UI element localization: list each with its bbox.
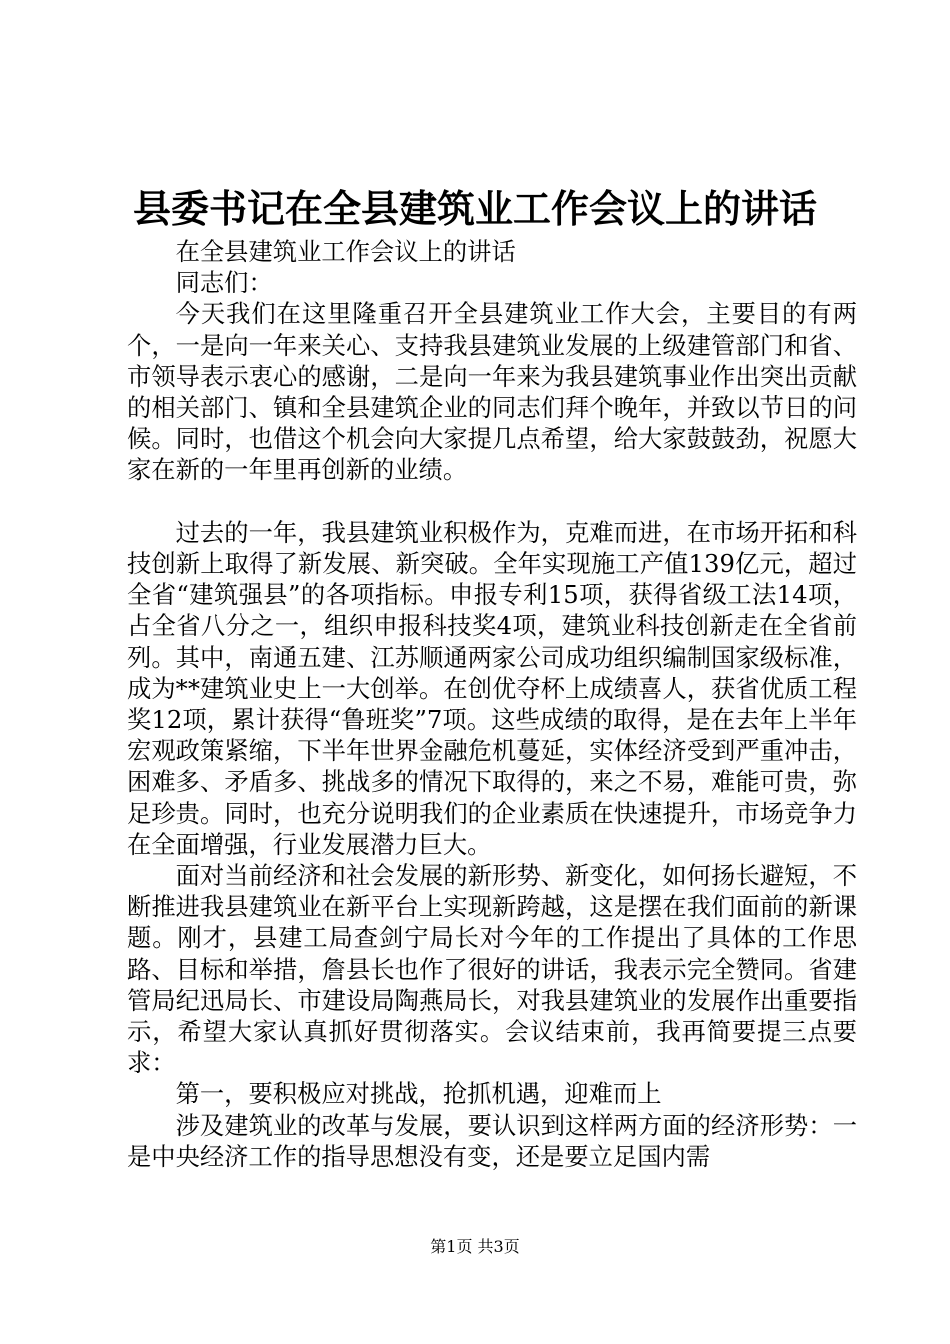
body-paragraph: 涉及建筑业的改革与发展，要认识到这样两方面的经济形势：一是中央经济工作的指导思想没有变，还是要立足国内需 (127, 1110, 857, 1171)
page-footer: 第1页 共3页 (430, 1237, 520, 1256)
body-paragraph: 面对当前经济和社会发展的新形势、新变化，如何扬长避短，不断推进我县建筑业在新平台上实现新跨越，这是摆在我们面前的新课题。刚才，县建工局查剑宁局长对今年的工作提出了具体的工作思路、目标和举措，詹县长也作了很好的讲话，我表示完全赞同。省建管局纪迅局长、市建设局陶燕局长，对我县建筑业的发展作出重要指示，希望大家认真抓好贯彻落实。会议结束前，我再简要提三点要求： (127, 861, 857, 1078)
subtitle-paragraph: 在全县建筑业工作会议上的讲话 (175, 237, 516, 266)
body-paragraph: 过去的一年，我县建筑业积极作为，克难而进，在市场开拓和科技创新上取得了新发展、新突破。全年实现施工产值139亿元，超过全省“建筑强县”的各项指标。申报专利15项，获得省级工法14项，占全省八分之一，组织申报科技奖4项，建筑业科技创新走在全省前列。其中，南通五建、江苏顺通两家公司成功组织编制国家级标准，成为**建筑业史上一大创举。在创优夺杯上成绩喜人，获省优质工程奖12项，累计获得“鲁班奖”7项。这些成绩的取得，是在去年上半年宏观政策紧缩，下半年世界金融危机蔓延，实体经济受到严重冲击，困难多、矛盾多、挑战多的情况下取得的，来之不易，难能可贵，弥足珍贵。同时，也充分说明我们的企业素质在快速提升，市场竞争力在全面增强，行业发展潜力巨大。 (127, 517, 857, 859)
document-title: 县委书记在全县建筑业工作会议上的讲话 (132, 186, 817, 231)
body-paragraph: 今天我们在这里隆重召开全县建筑业工作大会，主要目的有两个，一是向一年来关心、支持我县建筑业发展的上级建管部门和省、市领导表示衷心的感谢，二是向一年来为我县建筑事业作出突出贡献的相关部门、镇和全县建筑企业的同志们拜个晚年，并致以节日的问候。同时，也借这个机会向大家提几点希望，给大家鼓鼓劲，祝愿大家在新的一年里再创新的业绩。 (127, 299, 857, 485)
salutation-paragraph: 同志们： (175, 268, 273, 298)
document-body (127, 236, 857, 1172)
section-heading: 第一，要积极应对挑战，抢抓机遇，迎难而上 (175, 1079, 662, 1109)
